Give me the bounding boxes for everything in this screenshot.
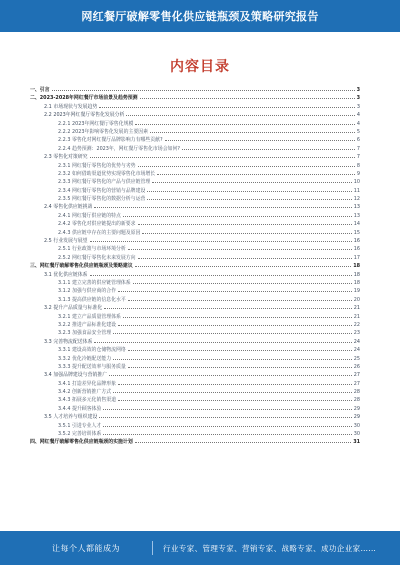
toc-entry-text: 3.5.2 完善培训体系 [58, 431, 102, 438]
toc-entry-text: 2.3.3 网红餐厅零售化的产品与供应链管理 [58, 179, 151, 186]
toc-leader-dots [113, 391, 352, 393]
toc-entry[interactable] [30, 279, 360, 287]
toc-leader-dots [135, 441, 351, 443]
toc-page-number: 18 [353, 271, 360, 278]
toc-page-number: 18 [353, 279, 360, 286]
toc-leader-dots [138, 257, 352, 259]
toc-entry[interactable] [30, 413, 360, 421]
toc-leader-dots [182, 148, 355, 150]
toc-entry[interactable] [30, 438, 360, 446]
toc-page-number: 28 [353, 397, 360, 404]
toc-page-number: 16 [353, 246, 360, 253]
toc-page-number: 4 [356, 112, 360, 119]
toc-entry[interactable] [30, 313, 360, 321]
toc-page-number: 11 [353, 187, 360, 194]
toc-entry-text: 2.3 零售化对策研究 [44, 154, 88, 161]
toc-leader-dots [109, 374, 352, 376]
toc-leader-dots [118, 290, 352, 292]
toc-entry-text: 3.4.4 提升顾客体验 [58, 405, 102, 412]
toc-entry[interactable] [30, 271, 360, 279]
toc-page-number: 3 [356, 95, 360, 102]
toc-entry-text: 2.3.5 网红餐厅零售化的数据分析与运营 [58, 196, 146, 203]
toc-entry-text: 3.5 人才培养与组织建设 [44, 414, 98, 421]
toc-page-number: 3 [356, 103, 360, 110]
toc-page-number: 25 [353, 355, 360, 362]
toc-entry[interactable] [30, 195, 360, 203]
toc-entry-text: 3.2 提升产品质量与标准化 [44, 305, 103, 312]
toc-leader-dots [147, 198, 351, 200]
toc-entry[interactable] [30, 103, 360, 111]
toc-page-number: 23 [353, 330, 360, 337]
toc-page-number: 14 [353, 221, 360, 228]
toc-entry-text: 2.4 零售化供应链挑战 [44, 204, 93, 211]
footer-divider [152, 541, 153, 555]
toc-leader-dots [152, 181, 352, 183]
toc-entry[interactable] [30, 338, 360, 346]
toc-page-number: 29 [353, 414, 360, 421]
toc-page-number: 27 [353, 372, 360, 379]
toc-page-number: 15 [353, 229, 360, 236]
toc-leader-dots [113, 358, 352, 360]
toc-page-number: 18 [353, 263, 360, 270]
toc-entry[interactable] [30, 321, 360, 329]
toc-page-number: 30 [353, 422, 360, 429]
toc-leader-dots [128, 299, 352, 301]
toc-entry[interactable] [30, 405, 360, 413]
toc-entry[interactable] [30, 363, 360, 371]
toc-page-number: 24 [353, 338, 360, 345]
toc-page-number: 21 [353, 305, 360, 312]
toc-page-number: 7 [356, 154, 360, 161]
toc-page-number: 13 [353, 212, 360, 219]
toc-page-number: 8 [356, 162, 360, 169]
toc-leader-dots [128, 366, 352, 368]
toc-entry[interactable] [30, 371, 360, 379]
toc-entry-text: 三、网红餐厅破解零售化供应链瓶颈及策略建议 [30, 263, 133, 270]
toc-entry-text: 2.5.2 网红餐厅零售化未来发展方向 [58, 254, 136, 261]
toc-leader-dots [118, 399, 352, 401]
toc-entry[interactable] [30, 430, 360, 438]
toc-leader-dots [140, 97, 355, 99]
toc-page-number: 21 [353, 313, 360, 320]
toc-entry-text: 3.1.1 建立完善的供应链管理体系 [58, 279, 131, 286]
toc-entry[interactable] [30, 304, 360, 312]
toc-page-number: 3 [356, 87, 360, 93]
toc-page-number: 26 [353, 363, 360, 370]
toc-leader-dots [103, 408, 351, 410]
toc-leader-dots [90, 240, 352, 242]
table-of-contents [30, 86, 360, 447]
toc-leader-dots [135, 123, 355, 125]
toc-leader-dots [157, 173, 355, 175]
toc-entry[interactable] [30, 287, 360, 295]
toc-entry[interactable] [30, 245, 360, 253]
toc-entry-text: 2.5 行业发展与展望 [44, 238, 88, 245]
toc-leader-dots [118, 383, 352, 385]
toc-entry[interactable] [30, 388, 360, 396]
toc-page-number: 6 [356, 137, 360, 144]
toc-entry[interactable] [30, 203, 360, 211]
toc-entry-text: 2.3.1 网红餐厅零售化的优势与劣势 [58, 162, 136, 169]
toc-leader-dots [90, 274, 352, 276]
toc-entry[interactable] [30, 86, 360, 94]
toc-entry-text: 二、2023-2028年网红餐厅市场前景及趋势预测 [30, 95, 138, 102]
toc-leader-dots [90, 156, 355, 158]
toc-entry-text: 2.3.4 网红餐厅零售化的营销与品牌建设 [58, 187, 146, 194]
toc-page-number: 20 [353, 296, 360, 303]
toc-leader-dots [99, 106, 355, 108]
toc-entry-text: 2.1 市场现状与发展趋势 [44, 103, 98, 110]
toc-leader-dots [128, 349, 352, 351]
toc-page-number: 29 [353, 405, 360, 412]
toc-entry[interactable] [30, 145, 360, 153]
toc-page-number: 7 [356, 145, 360, 152]
toc-entry[interactable] [30, 162, 360, 170]
toc-entry-text: 3.1 优化供应链体系 [44, 271, 88, 278]
toc-entry[interactable] [30, 380, 360, 388]
toc-entry[interactable] [30, 187, 360, 195]
toc-entry-text: 3.1.2 加强与供应商的合作 [58, 288, 117, 295]
toc-leader-dots [128, 248, 352, 250]
toc-leader-dots [99, 416, 351, 418]
toc-page-number: 22 [353, 321, 360, 328]
toc-entry[interactable] [30, 212, 360, 220]
toc-page-number: 28 [353, 389, 360, 396]
footer-tagline: 行业专家、管理专家、营销专家、战略专家、成功企业家…… [163, 543, 377, 553]
toc-leader-dots [135, 265, 351, 267]
toc-entry-text: 2.4.3 供应链中存在的主要问题及原因 [58, 229, 141, 236]
toc-entry-text: 四、网红餐厅破解零售化供应链瓶颈的实施计划 [30, 439, 133, 446]
toc-entry-text: 3.3 完善物流配送体系 [44, 338, 93, 345]
toc-entry[interactable] [30, 422, 360, 430]
toc-leader-dots [104, 307, 352, 309]
toc-entry-text: 3.2.1 建立产品质量管理体系 [58, 313, 121, 320]
toc-entry[interactable] [30, 396, 360, 404]
report-title: 网红餐厅破解零售化供应链瓶颈及策略研究报告 [81, 10, 319, 23]
toc-entry[interactable] [30, 346, 360, 354]
toc-leader-dots [138, 165, 355, 167]
toc-entry[interactable] [30, 254, 360, 262]
toc-leader-dots [138, 223, 352, 225]
toc-entry-text: 3.3.3 提升配送效率与服务质量 [58, 363, 126, 370]
toc-entry-text: 3.4.3 拓展多元化销售渠道 [58, 397, 117, 404]
toc-leader-dots [142, 232, 351, 234]
toc-page-number: 17 [353, 254, 360, 261]
toc-entry[interactable] [30, 329, 360, 337]
toc-entry[interactable] [30, 170, 360, 178]
toc-leader-dots [118, 324, 352, 326]
toc-entry[interactable] [30, 229, 360, 237]
toc-entry-text: 2.3.2 如何借助渠道优势实现零售化市场增长 [58, 170, 156, 177]
toc-entry[interactable] [30, 153, 360, 161]
toc-page-number: 30 [353, 431, 360, 438]
toc-leader-dots [123, 215, 352, 217]
toc-entry-text: 3.2.3 加强食品安全管理 [58, 330, 112, 337]
toc-page-number: 27 [353, 380, 360, 387]
toc-page-number: 9 [356, 170, 360, 177]
toc-page-number: 13 [353, 204, 360, 211]
report-header [0, 0, 400, 32]
toc-leader-dots [147, 190, 351, 192]
toc-entry-text: 一、引言 [30, 87, 50, 93]
toc-entry-text: 3.4 加强品牌建设与营销推广 [44, 372, 108, 379]
toc-entry-text: 2.5.1 行业政策与市场环境分析 [58, 246, 126, 253]
toc-entry-text: 3.1.3 提高供应链的信息化水平 [58, 296, 126, 303]
toc-leader-dots [52, 89, 355, 91]
footer-slogan: 让每个人都能成为 [52, 543, 120, 553]
toc-page-number: 16 [353, 238, 360, 245]
toc-entry-text: 2.2.3 零售化对网红餐厅品牌影响力有哪些贡献? [58, 137, 163, 144]
toc-page-number: 19 [353, 288, 360, 295]
toc-page-number: 31 [353, 439, 360, 446]
toc-entry-text: 3.3.2 优化冷链配送能力 [58, 355, 112, 362]
toc-leader-dots [103, 425, 351, 427]
toc-leader-dots [165, 139, 355, 141]
toc-heading: 内容目录 [170, 59, 230, 75]
toc-page-number: 4 [356, 120, 360, 127]
toc-entry-text: 2.2 2023年网红餐厅零售化发展分析 [44, 112, 125, 119]
toc-entry[interactable] [30, 296, 360, 304]
toc-leader-dots [113, 332, 352, 334]
toc-page-number: 12 [353, 196, 360, 203]
toc-leader-dots [150, 131, 355, 133]
toc-entry-text: 3.5.1 引进专业人才 [58, 422, 102, 429]
toc-entry-text: 2.2.1 2023年网红餐厅零售化规模 [58, 120, 134, 127]
toc-page-number: 5 [356, 128, 360, 135]
toc-leader-dots [133, 282, 352, 284]
toc-leader-dots [94, 206, 351, 208]
toc-entry-text: 2.2.2 2023年影响零售化发展的主要因素 [58, 128, 149, 135]
toc-entry-text: 2.4.2 零售化对供应链提出的新要求 [58, 221, 136, 228]
toc-entry[interactable] [30, 136, 360, 144]
toc-leader-dots [94, 341, 351, 343]
toc-entry-text: 3.3.1 建设高效的仓储物流网络 [58, 347, 126, 354]
toc-entry-text: 2.4.1 网红餐厅供应链的特点 [58, 212, 121, 219]
toc-entry[interactable] [30, 111, 360, 119]
toc-entry-text: 3.4.1 打造差异化品牌形象 [58, 380, 117, 387]
toc-entry-text: 2.2.4 趋势预测：2023年，网红餐厅零售化市场会如何? [58, 145, 180, 152]
page-footer [0, 531, 400, 565]
toc-page-number: 24 [353, 347, 360, 354]
toc-entry-text: 3.2.2 推进产品标准化建设 [58, 321, 117, 328]
toc-leader-dots [126, 114, 354, 116]
toc-entry[interactable] [30, 94, 360, 102]
toc-entry[interactable] [30, 262, 360, 270]
toc-entry[interactable] [30, 178, 360, 186]
toc-entry[interactable] [30, 355, 360, 363]
toc-page-number: 10 [353, 179, 360, 186]
toc-entry[interactable] [30, 120, 360, 128]
toc-leader-dots [103, 433, 351, 435]
toc-entry[interactable] [30, 220, 360, 228]
toc-entry-text: 3.4.2 创新营销推广方式 [58, 389, 112, 396]
toc-leader-dots [123, 316, 352, 318]
toc-entry[interactable] [30, 237, 360, 245]
toc-entry[interactable] [30, 128, 360, 136]
